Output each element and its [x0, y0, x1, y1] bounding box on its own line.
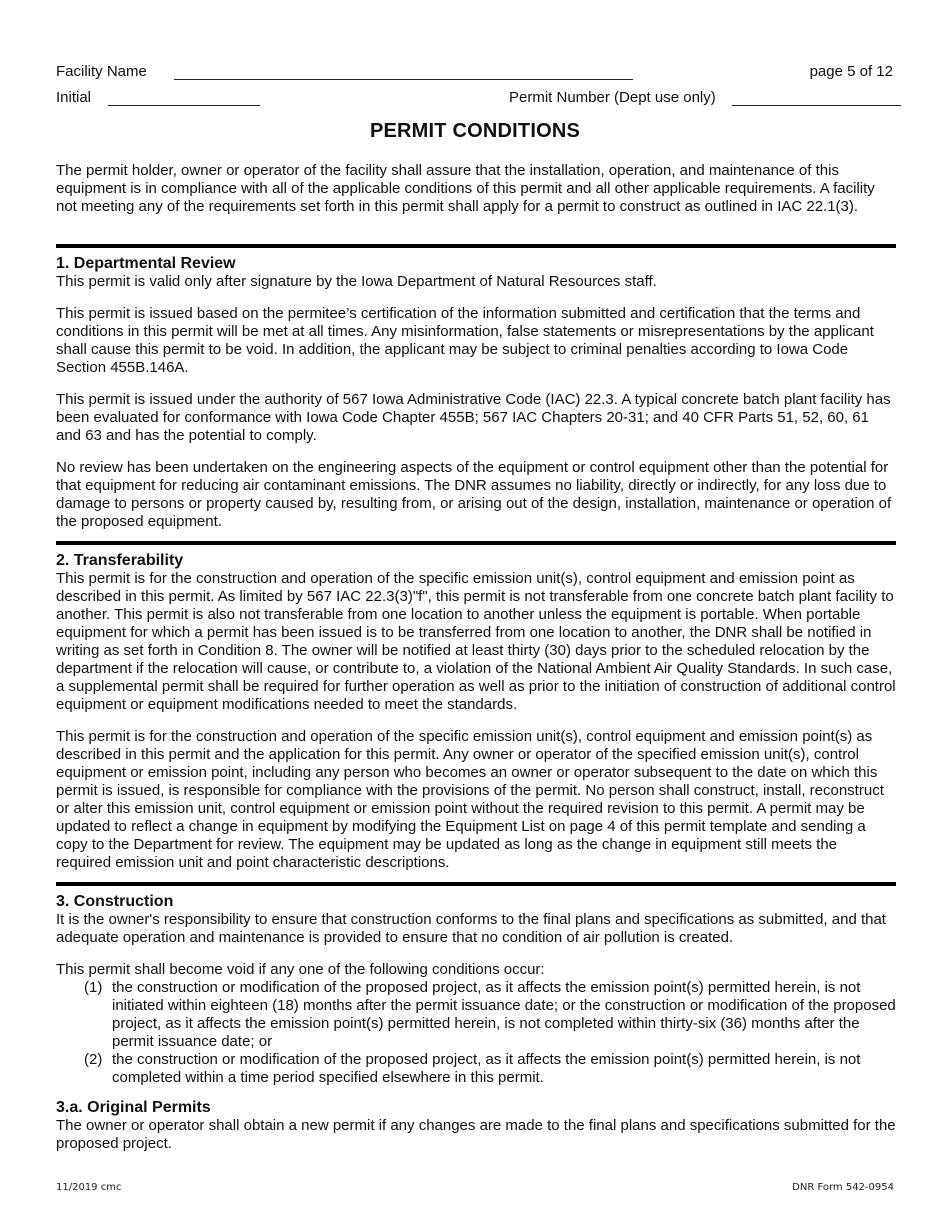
void-conditions-list: [56, 979, 896, 1087]
paragraph: This permit is issued based on the permitee’s certification of the information submitted and certification that the terms and conditions in this permit will be met at all times. Any misinformation, false statements or misrepresentations by the applicant shall cause this permit to be void. In addition, the applicant may be subject to criminal penalties according to Iowa Code Section 455B.146A.: [56, 305, 874, 376]
facility-name-field[interactable]: [174, 65, 633, 80]
list-item: [56, 1051, 896, 1087]
paragraph: It is the owner's responsibility to ensure that construction conforms to the final plans and specifications as submitted, and that adequate operation and maintenance is provided to ensure that no condition of air pollution is created.: [56, 911, 886, 946]
footer-date: 11/2019 cmc: [56, 1182, 122, 1193]
initial-field[interactable]: [108, 91, 260, 106]
intro-paragraph: The permit holder, owner or operator of the facility shall assure that the installation, operation, and maintenance of this equipment is in compliance with all of the applicable conditions of this permit and all other applicable requirements. A facility not meeting any of the requirements set forth in this permit shall apply for a permit to construct as outlined in IAC 22.1(3).: [56, 162, 875, 215]
section-divider: [56, 541, 896, 545]
intro-block: [56, 162, 896, 216]
facility-name-row: [56, 63, 147, 80]
list-item-text: the construction or modification of the proposed project, as it affects the emission point(s) permitted herein, is not initiated within eighteen (18) months after the permit issuance date; or the construction or modification of the proposed project, as it affects the emission point(s) permitted herein, is not completed within thirty-six (36) months after the permit issuance date; or: [112, 979, 896, 1050]
paragraph: This permit is for the construction and operation of the specific emission unit(s), control equipment and emission point as described in this permit. As limited by 567 IAC 22.3(3)"f", this permit is not transferable from one concrete batch plant facility to another. This permit is also not transferable from one location to another unless the equipment is portable. When portable equipment for which a permit has been issued is to be transferred from one location to another, the DNR shall be notified in writing as set forth in Condition 8. The owner will be notified at least thirty (30) days prior to the scheduled relocation by the department if the relocation will cause, or contribute to, a violation of the National Ambient Air Quality Standards. In such case, a supplemental permit shall be required for further operation as well as prior to the initiation of construction of additional control equipment or equipment modifications needed to meet the standards.: [56, 570, 896, 713]
section-departmental-review: [56, 244, 896, 545]
section-heading: 1. Departmental Review: [56, 255, 236, 272]
section-heading: 2. Transferability: [56, 552, 184, 569]
list-item-number: (2): [84, 1051, 103, 1068]
initial-label: Initial: [56, 89, 92, 106]
section-heading: 3. Construction: [56, 893, 174, 910]
section-heading: 3.a. Original Permits: [56, 1099, 211, 1116]
paragraph: No review has been undertaken on the engineering aspects of the equipment or control equipment other than the potential for that equipment for reducing air contaminant emissions. The DNR assumes no liability, directly or indirectly, for any loss due to damage to persons or property caused by, resulting from, or arising out of the design, installation, maintenance or operation of the proposed equipment.: [56, 459, 892, 530]
permit-number-field[interactable]: [732, 91, 901, 106]
section-construction: [56, 882, 896, 1087]
paragraph: The owner or operator shall obtain a new permit if any changes are made to the final plans and specifications submitted for the proposed project.: [56, 1117, 896, 1152]
footer-form-number: DNR Form 542-0954: [792, 1182, 894, 1193]
section-transferability: [56, 541, 896, 886]
section-original-permits: [56, 1096, 896, 1153]
page-title: PERMIT CONDITIONS: [369, 120, 581, 142]
facility-name-label: Facility Name: [56, 63, 147, 80]
paragraph: This permit is for the construction and operation of the specific emission unit(s), control equipment and emission point(s) as described in this permit and the application for this permit. Any owner or operator of the specified emission unit(s), control equipment or emission point, including any person who becomes an owner or operator subsequent to the date on which this permit is issued, is responsible for compliance with the provisions of the permit. No person shall construct, install, reconstruct or alter this emission unit, control equipment or emission point without the required revision to this permit. A permit may be updated to reflect a change in equipment by modifying the Equipment List on page 4 of this permit template and sending a copy to the Department for review. The equipment may be updated as long as the change in equipment still meets the required emission unit and point characteristic descriptions.: [56, 728, 884, 871]
section-divider: [56, 882, 896, 886]
page-number: page 5 of 12: [809, 63, 893, 80]
list-item: [56, 979, 896, 1051]
permit-number-label: Permit Number (Dept use only): [509, 89, 716, 106]
paragraph: This permit shall become void if any one of the following conditions occur:: [56, 961, 545, 978]
section-divider: [56, 244, 896, 248]
paragraph: This permit is issued under the authority of 567 Iowa Administrative Code (IAC) 22.3. A typical concrete batch plant facility has been evaluated for conformance with Iowa Code Chapter 455B; 567 IAC Chapters 20-31; and 40 CFR Parts 51, 52, 60, 61 and 63 and has the potential to comply.: [56, 391, 891, 444]
paragraph: This permit is valid only after signature by the Iowa Department of Natural Resources staff.: [56, 273, 657, 290]
list-item-number: (1): [84, 979, 103, 996]
list-item-text: the construction or modification of the proposed project, as it affects the emission point(s) permitted herein, is not completed within a time period specified elsewhere in this permit.: [112, 1051, 861, 1086]
